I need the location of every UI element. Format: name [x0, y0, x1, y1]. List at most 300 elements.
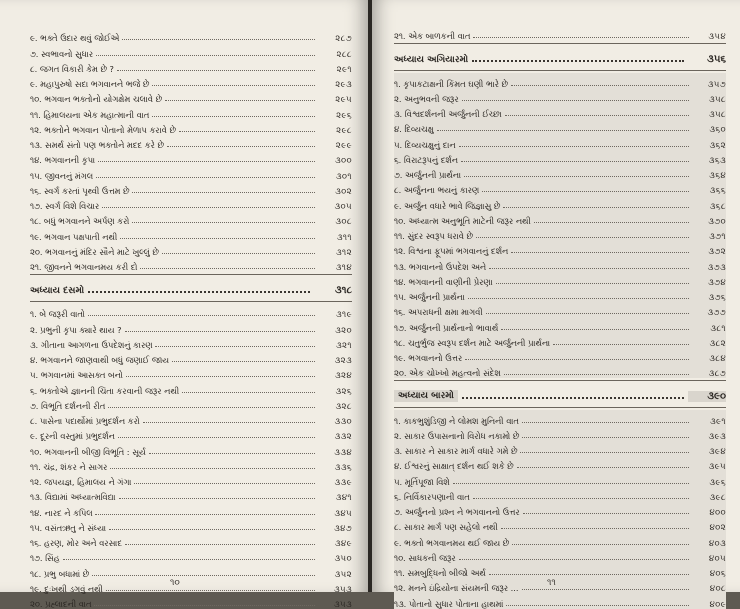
- toc-entry: [394, 593, 726, 608]
- leader-dots: [473, 498, 689, 499]
- toc-entry: [30, 594, 352, 609]
- toc-entry-title: ૫. દિવ્યચક્ષુનું દાન: [394, 139, 456, 150]
- leader-dots: [155, 346, 315, 347]
- toc-list-left-top: [30, 28, 352, 272]
- toc-entry-page-number: ૩૨૦: [335, 324, 352, 335]
- toc-entry-page-number: ૩૮૪: [709, 353, 726, 363]
- toc-entry-page-number: ૩૯૩: [708, 430, 726, 441]
- divider: [394, 70, 726, 71]
- toc-entry: [394, 363, 726, 378]
- toc-list-right-middle: [394, 73, 726, 378]
- toc-entry-page-number: ૩૭૭: [707, 307, 726, 318]
- toc-entry-page-number: ૩૨૮: [335, 400, 352, 411]
- toc-entry: [30, 43, 352, 58]
- toc-entry-page-number: ૩૪૫: [334, 507, 352, 518]
- toc-entry-page-number: ૪૦૯: [709, 598, 726, 609]
- leader-dots: [501, 528, 689, 529]
- toc-entry: [30, 120, 352, 135]
- toc-entry-title: ૧. કાકભુશુંડિજી ને લોમશ મુનિની વાત: [394, 415, 519, 426]
- toc-entry: [394, 104, 726, 119]
- leader-dots: [95, 514, 315, 515]
- toc-entry-title: ૯. મહાપુરુષો સદા ભગવાનને ભજે છે: [30, 79, 150, 89]
- toc-entry-page-number: ૩૧૨: [336, 246, 352, 257]
- toc-entry-page-number: ૨૯૯: [335, 140, 352, 150]
- toc-entry-page-number: ૩૬૦: [709, 124, 726, 135]
- toc-entry: [394, 180, 726, 195]
- leader-dots: [125, 331, 316, 332]
- toc-entry: [30, 242, 352, 257]
- toc-entry: [394, 256, 726, 271]
- leader-dots: [553, 344, 689, 345]
- toc-entry-title: ૮. જગત વિકારી કેમ છે ?: [30, 63, 114, 74]
- toc-entry-page-number: ૩૪૯: [334, 538, 352, 548]
- toc-entry-title: ૧૮. પ્રભુ બધામાં છે: [30, 568, 90, 579]
- leader-dots: [120, 238, 315, 239]
- toc-entry-page-number: ૩૬૪: [709, 170, 726, 180]
- toc-entry-page-number: ૩૮૭: [708, 368, 726, 379]
- toc-entry-page-number: ૪૦૩: [708, 537, 726, 548]
- divider: [30, 301, 352, 302]
- leader-dots: [503, 207, 689, 208]
- divider: [394, 407, 726, 408]
- leader-dots: [462, 397, 684, 399]
- leader-dots: [522, 422, 689, 423]
- toc-entry-page-number: ૩૫૦: [334, 553, 352, 564]
- toc-entry-title: ૧૧. સુંદર સ્વરૂપ ધરાવે છે: [394, 231, 473, 241]
- toc-entry: [394, 548, 726, 563]
- toc-entry-page-number: ૩૩૪: [334, 446, 352, 457]
- toc-entry: [394, 410, 726, 425]
- toc-entry-page-number: ૩૯૮: [709, 491, 726, 502]
- leader-dots: [182, 392, 315, 393]
- toc-entry-title: ૮. સાકાર માર્ગ પણ સહેલો નથી: [394, 522, 498, 533]
- toc-entry-page-number: ૩૩૯: [334, 477, 352, 487]
- toc-entry-title: ૧૨. જપયજ્ઞ, હિમાલય ને ગંગા: [30, 477, 132, 487]
- toc-entry-page-number: ૩૮૨: [709, 337, 726, 348]
- toc-entry-page-number: ૩૫૩: [333, 583, 352, 594]
- toc-entry-title: ૧૮. ચતુર્ભુજ સ્વરૂપ દર્શન માટે અર્જુનની પ્રાર્થના: [394, 337, 551, 348]
- leader-dots: [96, 177, 315, 178]
- toc-entry: [394, 532, 726, 547]
- leader-dots: [464, 176, 689, 177]
- leader-dots: [117, 70, 315, 71]
- toc-entry-title: ૧૩. ભગવાનનો ઉપદેશ અને: [394, 261, 487, 272]
- chapter-page-number: ૩૯૦: [688, 391, 726, 402]
- toc-entry-title: ૬. વિરાટરૂપનું દર્શન: [394, 154, 458, 165]
- toc-entry-title: ૪. દિવ્યચક્ષુ: [394, 124, 434, 135]
- leader-dots: [522, 589, 689, 590]
- toc-entry: [30, 487, 352, 502]
- leader-dots: [505, 115, 689, 116]
- toc-entry-title: ૧૪. નારદ ને કપિલ: [30, 507, 93, 518]
- leader-dots: [110, 468, 315, 469]
- leader-dots: [122, 39, 315, 40]
- toc-entry-page-number: ૩૬૩: [708, 154, 726, 165]
- page-folio: ૧૦: [170, 578, 180, 588]
- toc-list-right-bottom: [394, 410, 726, 608]
- toc-entry: [394, 119, 726, 134]
- toc-entry-title: ૧. કૃપાકટાક્ષની કિંમત ઘણી ભારે છે: [394, 78, 508, 89]
- leader-dots: [179, 131, 315, 132]
- toc-entry-title: ૧૮. બધું ભગવાનને અર્પણ કરો: [30, 216, 130, 227]
- toc-entry: [30, 411, 352, 426]
- toc-entry: [30, 457, 352, 472]
- toc-entry-page-number: ૨૯૫: [335, 94, 352, 105]
- toc-entry-title: ૧૨. ભક્તોને ભગવાન પોતાનો મેળાપ કરાવે છે: [30, 124, 176, 135]
- toc-entry-page-number: ૩૬૮: [709, 200, 726, 211]
- toc-entry-title: ૩. વિશ્વદર્શનની અર્જુનની ઈચ્છા: [394, 109, 502, 119]
- leader-dots: [476, 237, 689, 238]
- toc-entry-title: ૯. ભક્તે ઉદાર થવું જોઈએ: [30, 33, 120, 44]
- leader-dots: [126, 376, 315, 377]
- toc-entry-title: ૨૧. જીવનને ભગવાનમય કરી દો: [30, 262, 138, 272]
- toc-entry-title: ૧૦. ભગવાન ભક્તોનો યોગક્ષેમ ચલાવે છે: [30, 94, 162, 105]
- toc-entry-page-number: ૩૩૨: [334, 431, 352, 442]
- chapter-heading-10: [30, 279, 352, 296]
- toc-entry: [30, 211, 352, 226]
- toc-entry-title: ૧૬. સ્વર્ગ કરતાં પૃથ્વી ઉત્તમ છે: [30, 185, 130, 196]
- leader-dots: [92, 575, 315, 576]
- toc-entry-page-number: ૩૦૦: [334, 155, 352, 166]
- chapter-title: અધ્યાય અગિયારમો: [394, 55, 469, 66]
- toc-entry: [394, 26, 726, 41]
- toc-entry: [394, 317, 726, 332]
- toc-entry-title: ૭. સ્વભાવનો સુધાર: [30, 48, 94, 59]
- leader-dots: [109, 529, 315, 530]
- toc-entry: [30, 196, 352, 211]
- leader-dots: [468, 298, 689, 299]
- toc-entry-title: ૧૪. ભગવાનની કૃપા: [30, 155, 96, 166]
- toc-entry: [394, 517, 726, 532]
- toc-entry-page-number: ૨૯૬: [336, 109, 352, 120]
- toc-entry: [394, 578, 726, 593]
- toc-entry: [30, 181, 352, 196]
- chapter-heading-11: [394, 48, 726, 65]
- leader-dots: [506, 605, 689, 606]
- toc-entry-title: ૧. બે જરૂરી વાતો: [30, 309, 85, 320]
- toc-entry-page-number: ૩૨૧: [336, 339, 352, 350]
- leader-dots: [98, 161, 315, 162]
- toc-entry: [30, 335, 352, 350]
- leader-dots: [132, 192, 315, 193]
- leader-dots: [125, 544, 315, 545]
- toc-entry: [394, 456, 726, 471]
- left-page: [0, 0, 368, 609]
- chapter-title: અધ્યાય દસમો: [30, 286, 85, 296]
- leader-dots: [132, 222, 315, 223]
- toc-entry-page-number: ૩૧૪: [335, 262, 352, 272]
- toc-entry-page-number: ૩૭૪: [708, 276, 726, 287]
- toc-entry-page-number: ૩૫૮: [708, 109, 726, 119]
- toc-entry: [394, 487, 726, 502]
- leader-dots: [162, 253, 315, 254]
- toc-entry: [30, 150, 352, 165]
- toc-entry-page-number: ૩૫૮: [708, 93, 726, 104]
- right-page: [372, 0, 740, 609]
- toc-entry: [30, 59, 352, 74]
- leader-dots: [63, 559, 315, 560]
- divider: [30, 274, 352, 275]
- toc-entry-page-number: ૩૭૬: [708, 292, 726, 302]
- toc-entry: [30, 304, 352, 319]
- toc-entry: [30, 365, 352, 380]
- toc-entry-title: ૩. સાકાર ને સાકાર માર્ગ વધારે ગમે છે: [394, 446, 518, 456]
- toc-entry-title: ૧૯. ભગવાનનો ઉત્તર: [394, 353, 463, 363]
- toc-entry-title: ૯. ભક્તો ભગવાનમય થઈ જાય છે: [394, 537, 510, 548]
- toc-entry-title: ૧૭. અર્જુનની પ્રાર્થનાનો ભાવાર્થ: [394, 322, 499, 333]
- toc-entry: [394, 502, 726, 517]
- leader-dots: [118, 437, 315, 438]
- toc-entry-title: ૧૫. અર્જુનની પ્રાર્થના: [394, 292, 465, 302]
- toc-entry-page-number: ૨૮૮: [336, 48, 352, 59]
- toc-entry-page-number: ૪૦૮: [709, 583, 726, 594]
- toc-entry-page-number: ૩૭૩: [707, 261, 726, 272]
- toc-entry-title: ૪. ભગવાનને જાણવાથી બધું જણાઈ જાય: [30, 355, 169, 365]
- leader-dots: [140, 268, 315, 269]
- toc-entry: [30, 350, 352, 365]
- toc-entry: [30, 472, 352, 487]
- leader-dots: [486, 313, 689, 314]
- toc-entry-title: ૨૦. પ્રહ્લાદની વાત: [30, 599, 92, 609]
- toc-entry-title: ૧૯. ભગવાન પક્ષપાતી નથી: [30, 231, 118, 242]
- toc-entry: [30, 426, 352, 441]
- leader-dots: [88, 291, 310, 293]
- toc-entry: [30, 579, 352, 594]
- toc-entry-title: ૧૭. સ્વર્ગ વિશે વિચાર: [30, 201, 100, 211]
- leader-dots: [152, 116, 315, 117]
- leader-dots: [119, 498, 315, 499]
- toc-entry: [394, 426, 726, 441]
- leader-dots: [473, 37, 689, 38]
- toc-entry-title: ૧૩. વિદ્યામાં અધ્યાત્મવિદ્યા: [30, 492, 116, 503]
- toc-entry-page-number: ૩૪૧: [335, 492, 352, 503]
- leader-dots: [496, 283, 689, 284]
- leader-dots: [504, 374, 689, 375]
- toc-entry: [30, 396, 352, 411]
- toc-entry: [394, 165, 726, 180]
- leader-dots: [459, 559, 689, 560]
- toc-entry-page-number: ૩૦૧: [335, 170, 352, 181]
- toc-entry-page-number: ૩૫૨: [334, 568, 352, 579]
- toc-entry-page-number: ૩૦૫: [334, 201, 352, 211]
- leader-dots: [523, 513, 689, 514]
- leader-dots: [453, 483, 689, 484]
- toc-entry-page-number: ૪૦૬: [709, 568, 726, 578]
- toc-entry: [30, 441, 352, 456]
- leader-dots: [472, 60, 684, 62]
- toc-entry-title: ૩. ગીતાના આગળના ઉપદેશનું કારણ: [30, 339, 153, 350]
- toc-entry-page-number: ૩૩૬: [334, 461, 352, 472]
- toc-entry-page-number: ૨૯૮: [336, 124, 352, 135]
- divider: [394, 43, 726, 44]
- toc-entry-page-number: ૩૧૧: [336, 231, 352, 242]
- toc-entry-page-number: ૩૫૪: [708, 31, 726, 42]
- toc-list-left-bottom: [30, 304, 352, 609]
- toc-entry-title: ૨. સાકાર ઉપાસનાનો વિરોધ નકામો છે: [394, 430, 520, 441]
- leader-dots: [94, 605, 315, 606]
- toc-entry: [394, 441, 726, 456]
- toc-entry-title: ૧૭. સિંહ: [30, 553, 60, 564]
- leader-dots: [134, 483, 315, 484]
- toc-entry: [394, 348, 726, 363]
- toc-entry-page-number: ૩૨૪: [334, 370, 352, 381]
- toc-entry: [394, 195, 726, 210]
- chapter-page-number: ૩૫૬: [707, 54, 726, 66]
- toc-entry-page-number: ૩૮૧: [710, 322, 726, 333]
- toc-entry-title: ૮. પાસેના પદાર્થોમાં પ્રભુદર્શન કરો: [30, 416, 140, 426]
- toc-entry-page-number: ૩૭૧: [709, 231, 726, 241]
- leader-dots: [96, 55, 315, 56]
- leader-dots: [482, 191, 689, 192]
- toc-entry-page-number: ૩૨૬: [335, 385, 352, 396]
- toc-entry: [394, 471, 726, 486]
- toc-entry-title: ૧૬. અપરાધની ક્ષમા માગવી: [394, 307, 483, 318]
- toc-entry-title: ૪. ઈશ્વરનું સાક્ષાત્ દર્શન થઈ શકે છે: [394, 461, 514, 472]
- leader-dots: [534, 222, 689, 223]
- leader-dots: [143, 422, 315, 423]
- toc-entry: [394, 134, 726, 149]
- leader-dots: [461, 161, 689, 162]
- toc-entry-page-number: ૩૦૮: [335, 216, 352, 227]
- toc-entry-title: ૯. દૂરની વસ્તુમાં પ્રભુદર્શન: [30, 431, 115, 442]
- toc-entry-title: ૧૩. સમર્થ સંતો પણ ભક્તોને મદદ કરે છે: [30, 140, 164, 150]
- toc-entry: [394, 287, 726, 302]
- toc-entry-title: ૧૨. મનને ઇંદ્રિયોના સંયમની જરૂર ...: [394, 583, 519, 594]
- toc-entry-page-number: ૩૯૪: [708, 446, 726, 456]
- leader-dots: [102, 207, 315, 208]
- toc-entry-page-number: ૩૦૨: [335, 185, 352, 196]
- leader-dots: [165, 100, 315, 101]
- leader-dots: [520, 452, 689, 453]
- toc-entry-title: ૧૧. ચંદ્ર, શંકર ને સાગર: [30, 461, 108, 472]
- toc-entry-page-number: ૩૫૭: [707, 78, 726, 89]
- toc-entry-title: ૧૨. વિશ્વના ફૂપમાં ભગવાનનું દર્શન: [394, 246, 509, 257]
- toc-entry-page-number: ૩૭૦: [708, 215, 726, 226]
- leader-dots: [511, 252, 689, 253]
- toc-entry: [394, 272, 726, 287]
- leader-dots: [465, 359, 689, 360]
- leader-dots: [462, 100, 689, 101]
- leader-dots: [437, 130, 689, 131]
- toc-entry-title: ૧૦. સાધકની જરૂર: [394, 552, 456, 563]
- toc-entry-page-number: ૩૫૩: [333, 599, 352, 609]
- toc-entry: [30, 89, 352, 104]
- leader-dots: [108, 407, 315, 408]
- leader-dots: [167, 146, 315, 147]
- toc-entry: [30, 548, 352, 563]
- toc-entry-page-number: ૩૯૬: [709, 476, 726, 487]
- toc-entry: [30, 226, 352, 241]
- toc-entry-title: ૧૧. હિમાલયના એક મહાત્માની વાત: [30, 109, 150, 120]
- toc-entry: [394, 89, 726, 104]
- toc-entry-page-number: ૨૯૩: [335, 79, 352, 89]
- toc-entry-page-number: ૩૪૭: [334, 522, 352, 533]
- toc-entry-title: ૧૫. જીવનનું મંગલ: [30, 170, 93, 181]
- toc-entry: [30, 518, 352, 533]
- leader-dots: [106, 590, 315, 591]
- toc-entry-page-number: ૩૩૦: [334, 416, 352, 426]
- toc-entry: [30, 319, 352, 334]
- toc-entry: [394, 302, 726, 317]
- toc-entry-title: ૧૦. ભગવાનની બીજી વિભૂતિ : સૂર્ય: [30, 446, 146, 457]
- toc-entry-page-number: ૪૦૫: [708, 552, 726, 563]
- toc-entry: [30, 165, 352, 180]
- toc-entry-page-number: ૪૦૨: [709, 522, 726, 533]
- toc-entry-title: ૧૯. દુઃખથી ડગવું નથી: [30, 583, 103, 594]
- leader-dots: [517, 467, 689, 468]
- toc-entry: [30, 135, 352, 150]
- toc-entry: [30, 74, 352, 89]
- toc-entry-title: ૬. નિર્વિકારપણાની વાત: [394, 491, 470, 502]
- toc-entry-title: ૧૦. અધ્યાત્મ અનુભૂતિ માટેની જરૂર નથી: [394, 215, 531, 226]
- toc-entry-page-number: ૩૭૨: [708, 246, 726, 257]
- toc-entry-title: ૬. ભક્તોએ જ્ઞાનની ચિંતા કરવાની જરૂર નથી: [30, 385, 180, 396]
- toc-entry-title: ૨૦. ભગવાનનું મંદિર સૌને માટે ખુલ્લું છે: [30, 246, 159, 257]
- toc-entry-title: ૫. મૂર્તિપૂજા વિશે: [394, 476, 450, 487]
- toc-entry-page-number: ૪૦૦: [709, 507, 726, 517]
- toc-entry-title: ૨૦. એક ચોખ્ખો મહત્વનો સંદેશ: [394, 368, 501, 379]
- toc-entry: [30, 380, 352, 395]
- toc-entry: [394, 333, 726, 348]
- chapter-title: અધ્યાય બારમો: [394, 390, 458, 402]
- toc-entry-title: ૧૧. સમબુદ્ધિનો બીજો અર્થ: [394, 568, 486, 578]
- toc-list-right-top: [394, 26, 726, 41]
- toc-entry-page-number: ૩૨૩: [334, 355, 352, 365]
- toc-entry: [30, 563, 352, 578]
- toc-entry-page-number: ૩૬૬: [709, 185, 726, 196]
- toc-entry-title: ૧૬. હરણ, મોર અને વરસાદ: [30, 538, 122, 548]
- toc-entry: [394, 150, 726, 165]
- toc-entry-page-number: ૨૮૭: [335, 33, 352, 44]
- leader-dots: [511, 85, 689, 86]
- toc-entry-page-number: ૩૯૫: [708, 461, 726, 472]
- toc-entry-title: ૨૧. એક બાળકની વાત: [394, 31, 471, 42]
- leader-dots: [172, 361, 315, 362]
- leader-dots: [512, 544, 689, 545]
- leader-dots: [489, 268, 689, 269]
- toc-entry-page-number: ૩૬૨: [709, 139, 726, 150]
- leader-dots: [459, 146, 689, 147]
- toc-entry: [30, 28, 352, 43]
- leader-dots: [149, 453, 315, 454]
- toc-entry-title: ૨. અનુભવની જરૂર: [394, 93, 459, 104]
- toc-entry-title: ૭. અર્જુનનો પ્રશ્ન ને ભગવાનનો ઉત્તર: [394, 507, 520, 517]
- toc-entry-page-number: ૩૯૧: [709, 415, 726, 426]
- toc-entry: [394, 226, 726, 241]
- toc-entry: [30, 502, 352, 517]
- leader-dots: [522, 437, 689, 438]
- page-folio: ૧૧: [547, 578, 556, 588]
- toc-entry-title: ૮. અર્જુનના ભયનું કારણ: [394, 185, 480, 196]
- toc-entry-title: ૫. ભગવાનમાં આસક્ત બનો: [30, 370, 123, 381]
- leader-dots: [88, 315, 315, 316]
- toc-entry: [394, 563, 726, 578]
- toc-entry-title: ૧૩. પોતાનો સુધાર પોતાના હાથમાં: [394, 598, 504, 609]
- chapter-heading-12: [394, 385, 726, 402]
- toc-entry: [30, 104, 352, 119]
- toc-entry-title: ૨. પ્રભુની કૃપા ક્યારે થાય ?: [30, 324, 122, 335]
- leader-dots: [152, 85, 315, 86]
- toc-entry-title: ૧૪. ભગવાનની વાણીની પ્રેરણા: [394, 276, 493, 287]
- toc-entry: [394, 241, 726, 256]
- toc-entry: [394, 211, 726, 226]
- toc-entry: [30, 257, 352, 272]
- toc-entry-title: ૧૫. વસંતઋતુ ને સંધ્યા: [30, 522, 107, 533]
- chapter-page-number: ૩૧૮: [334, 285, 352, 296]
- toc-entry-title: ૭. વિભૂતિ દર્શનની રીત: [30, 400, 106, 411]
- divider: [394, 380, 726, 381]
- leader-dots: [501, 329, 689, 330]
